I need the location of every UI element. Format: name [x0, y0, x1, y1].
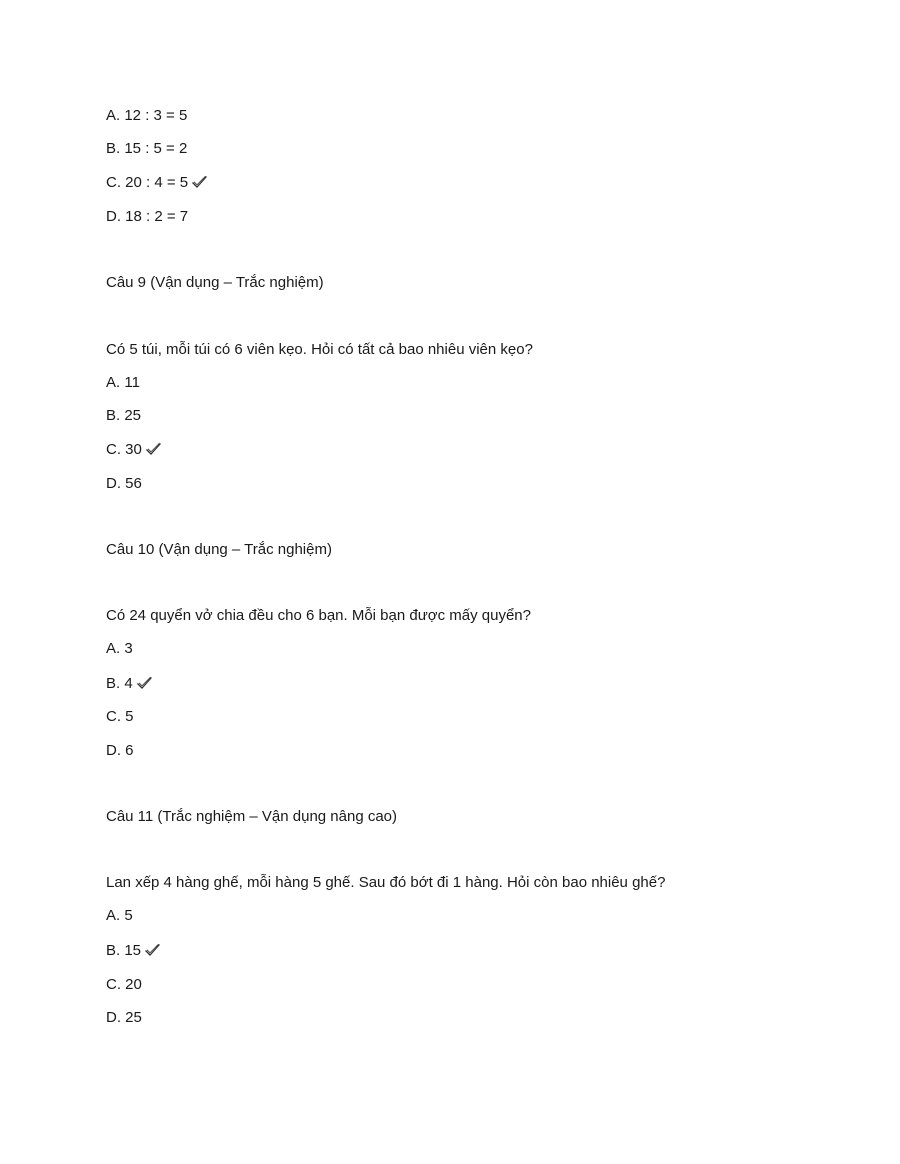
option-b: B. 4 [106, 675, 153, 693]
check-mark-icon [144, 943, 161, 957]
question-text: Có 5 túi, mỗi túi có 6 viên kẹo. Hỏi có tất cả bao nhiêu viên kẹo? [106, 341, 533, 358]
option-c: C. 20 : 4 = 5 [106, 174, 208, 192]
question-heading: Câu 11 (Trắc nghiệm – Vận dụng nâng cao) [106, 808, 398, 825]
option-c: C. 5 [106, 708, 134, 725]
question-text: Lan xếp 4 hàng ghế, mỗi hàng 5 ghế. Sau đó bớt đi 1 hàng. Hỏi còn bao nhiêu ghế? [106, 874, 666, 891]
option-c: C. 20 [106, 976, 142, 993]
check-mark-icon [136, 676, 153, 690]
question-heading: Câu 9 (Vận dụng – Trắc nghiệm) [106, 274, 324, 291]
option-d: D. 56 [106, 475, 142, 492]
option-c: C. 30 [106, 441, 162, 459]
option-a: A. 3 [106, 640, 133, 657]
option-d: D. 6 [106, 742, 134, 759]
check-mark-icon [145, 442, 162, 456]
question-heading: Câu 10 (Vận dụng – Trắc nghiệm) [106, 541, 332, 558]
option-d: D. 18 : 2 = 7 [106, 208, 189, 225]
option-d: D. 25 [106, 1009, 142, 1026]
option-b: B. 15 : 5 = 2 [106, 140, 188, 157]
option-a: A. 11 [106, 374, 140, 391]
option-b: B. 25 [106, 407, 142, 424]
option-a: A. 12 : 3 = 5 [106, 107, 188, 124]
option-a: A. 5 [106, 907, 133, 924]
check-mark-icon [191, 175, 208, 189]
question-text: Có 24 quyển vở chia đều cho 6 bạn. Mỗi bạn được mấy quyển? [106, 607, 531, 624]
option-b: B. 15 [106, 942, 161, 960]
